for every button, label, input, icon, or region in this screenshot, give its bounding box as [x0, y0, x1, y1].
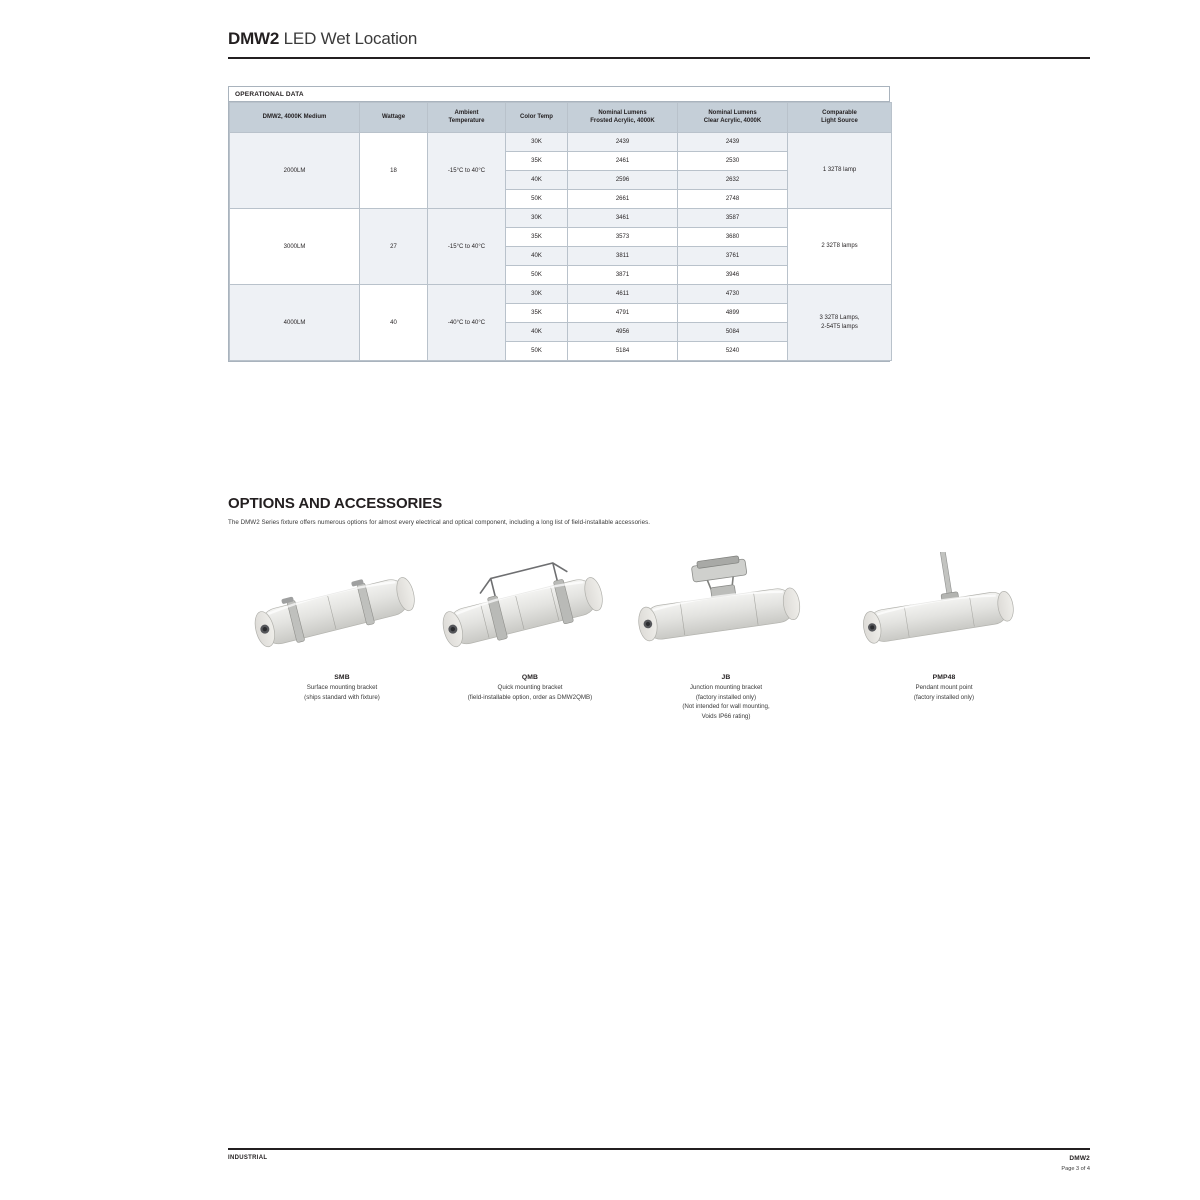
- fixture-smb-illustration: [236, 552, 448, 670]
- cell-ambient: -15°C to 40°C: [428, 209, 506, 285]
- cell-lumens-frosted: 2439: [568, 133, 678, 152]
- cell-color-temp: 40K: [506, 171, 568, 190]
- cell-lumens-clear: 2748: [678, 190, 788, 209]
- cell-lumens-clear: 3761: [678, 247, 788, 266]
- accessory-item-jb: [620, 552, 832, 782]
- accessory-caption-pmp48: [838, 674, 1050, 702]
- accessory-caption-qmb: [424, 674, 636, 702]
- accessory-code: SMB: [334, 674, 350, 681]
- accessory-item-qmb: [424, 552, 636, 782]
- cell-lumens-clear: 3587: [678, 209, 788, 228]
- section-title: OPTIONS AND ACCESSORIES: [228, 495, 443, 512]
- cell-color-temp: 30K: [506, 133, 568, 152]
- cell-lumens-clear: 4899: [678, 304, 788, 323]
- section-subtitle: The DMW2 Series fixture offers numerous options for almost every electrical and optical component, including a long list of field-installable accessories.: [228, 519, 650, 526]
- cell-lumens-clear: 2632: [678, 171, 788, 190]
- column-header-lumens-clear: Nominal Lumens Clear Acrylic, 4000K: [678, 103, 788, 133]
- column-header-wattage: Wattage: [360, 103, 428, 133]
- fixture-smb-photo: [236, 552, 448, 670]
- cell-color-temp: 30K: [506, 285, 568, 304]
- accessory-gallery: [228, 552, 1090, 782]
- accessory-caption-jb: [620, 674, 832, 721]
- footer-divider: [228, 1148, 1090, 1150]
- cell-wattage: 18: [360, 133, 428, 209]
- accessory-description: Surface mounting bracket (ships standard with fixture): [304, 684, 380, 701]
- accessory-description: Pendant mount point (factory installed only): [913, 684, 975, 701]
- table-row: [230, 285, 892, 304]
- footer-category: INDUSTRIAL: [228, 1155, 268, 1161]
- fixture-pmp48-photo: [838, 552, 1050, 670]
- cell-lumens-frosted: 2661: [568, 190, 678, 209]
- accessory-code: PMP48: [932, 674, 956, 681]
- cell-lumens-clear: 2439: [678, 133, 788, 152]
- cell-comparable-source: 2 32T8 lamps: [788, 209, 892, 285]
- options-and-accessories-section: [228, 495, 1090, 526]
- fixture-qmb-photo: [424, 552, 636, 670]
- cell-wattage: 27: [360, 209, 428, 285]
- cell-wattage: 40: [360, 285, 428, 361]
- column-header-model: DMW2, 4000K Medium: [230, 103, 360, 133]
- column-header-comparable-source: Comparable Light Source: [788, 103, 892, 133]
- cell-lumens-clear: 5240: [678, 342, 788, 361]
- cell-color-temp: 40K: [506, 323, 568, 342]
- cell-lumens-clear: 3680: [678, 228, 788, 247]
- cell-ambient: -15°C to 40°C: [428, 133, 506, 209]
- page-title-brand: DMW2: [228, 29, 280, 48]
- cell-ambient: -40°C to 40°C: [428, 285, 506, 361]
- cell-lumens-clear: 5084: [678, 323, 788, 342]
- column-header-ambient: Ambient Temperature: [428, 103, 506, 133]
- cell-lumens-frosted: 3573: [568, 228, 678, 247]
- cell-color-temp: 50K: [506, 342, 568, 361]
- cell-model: 4000LM: [230, 285, 360, 361]
- column-header-lumens-frosted: Nominal Lumens Frosted Acrylic, 4000K: [568, 103, 678, 133]
- accessory-description: Junction mounting bracket (factory installed only) (Not intended for wall mounting, Voids IP66 rating): [682, 684, 770, 720]
- page-footer: [228, 1148, 1090, 1185]
- cell-color-temp: 30K: [506, 209, 568, 228]
- cell-lumens-frosted: 4611: [568, 285, 678, 304]
- cell-lumens-clear: 4730: [678, 285, 788, 304]
- column-header-color-temp: Color Temp: [506, 103, 568, 133]
- cell-lumens-frosted: 3461: [568, 209, 678, 228]
- operational-data-table: [228, 86, 890, 362]
- accessory-code: QMB: [521, 674, 539, 681]
- cell-lumens-frosted: 3871: [568, 266, 678, 285]
- table-caption: OPERATIONAL DATA: [229, 87, 889, 102]
- cell-color-temp: 35K: [506, 304, 568, 323]
- accessory-item-smb: [236, 552, 448, 782]
- fixture-jb-illustration: [620, 552, 832, 670]
- accessory-item-pmp48: [838, 552, 1050, 782]
- cell-model: 3000LM: [230, 209, 360, 285]
- fixture-pmp48-illustration: [838, 552, 1050, 670]
- cell-color-temp: 35K: [506, 152, 568, 171]
- cell-comparable-source: 1 32T8 lamp: [788, 133, 892, 209]
- fixture-jb-photo: [620, 552, 832, 670]
- cell-lumens-clear: 3946: [678, 266, 788, 285]
- accessory-code: JB: [721, 674, 731, 681]
- cell-comparable-source: 3 32T8 Lamps, 2-54T5 lamps: [788, 285, 892, 361]
- page-title-rest: LED Wet Location: [283, 29, 418, 48]
- page-header: [228, 30, 1090, 59]
- cell-lumens-frosted: 5184: [568, 342, 678, 361]
- table-row: [230, 209, 892, 228]
- cell-color-temp: 40K: [506, 247, 568, 266]
- cell-lumens-frosted: 3811: [568, 247, 678, 266]
- table-row: [230, 133, 892, 152]
- cell-color-temp: 50K: [506, 266, 568, 285]
- accessory-caption-smb: [236, 674, 448, 702]
- header-divider: [228, 57, 1090, 59]
- fixture-qmb-illustration: [424, 552, 636, 670]
- footer-brand: DMW2: [1069, 1155, 1090, 1162]
- cell-lumens-clear: 2530: [678, 152, 788, 171]
- cell-lumens-frosted: 2461: [568, 152, 678, 171]
- table-header-row: [230, 103, 892, 133]
- operational-data-grid: [229, 102, 892, 361]
- cell-lumens-frosted: 2596: [568, 171, 678, 190]
- cell-lumens-frosted: 4791: [568, 304, 678, 323]
- cell-model: 2000LM: [230, 133, 360, 209]
- page-title: [228, 30, 1090, 49]
- cell-lumens-frosted: 4956: [568, 323, 678, 342]
- accessory-description: Quick mounting bracket (field-installable option, order as DMW2QMB): [467, 684, 593, 701]
- footer-page-number: Page 3 of 4: [1061, 1166, 1090, 1172]
- cell-color-temp: 35K: [506, 228, 568, 247]
- cell-color-temp: 50K: [506, 190, 568, 209]
